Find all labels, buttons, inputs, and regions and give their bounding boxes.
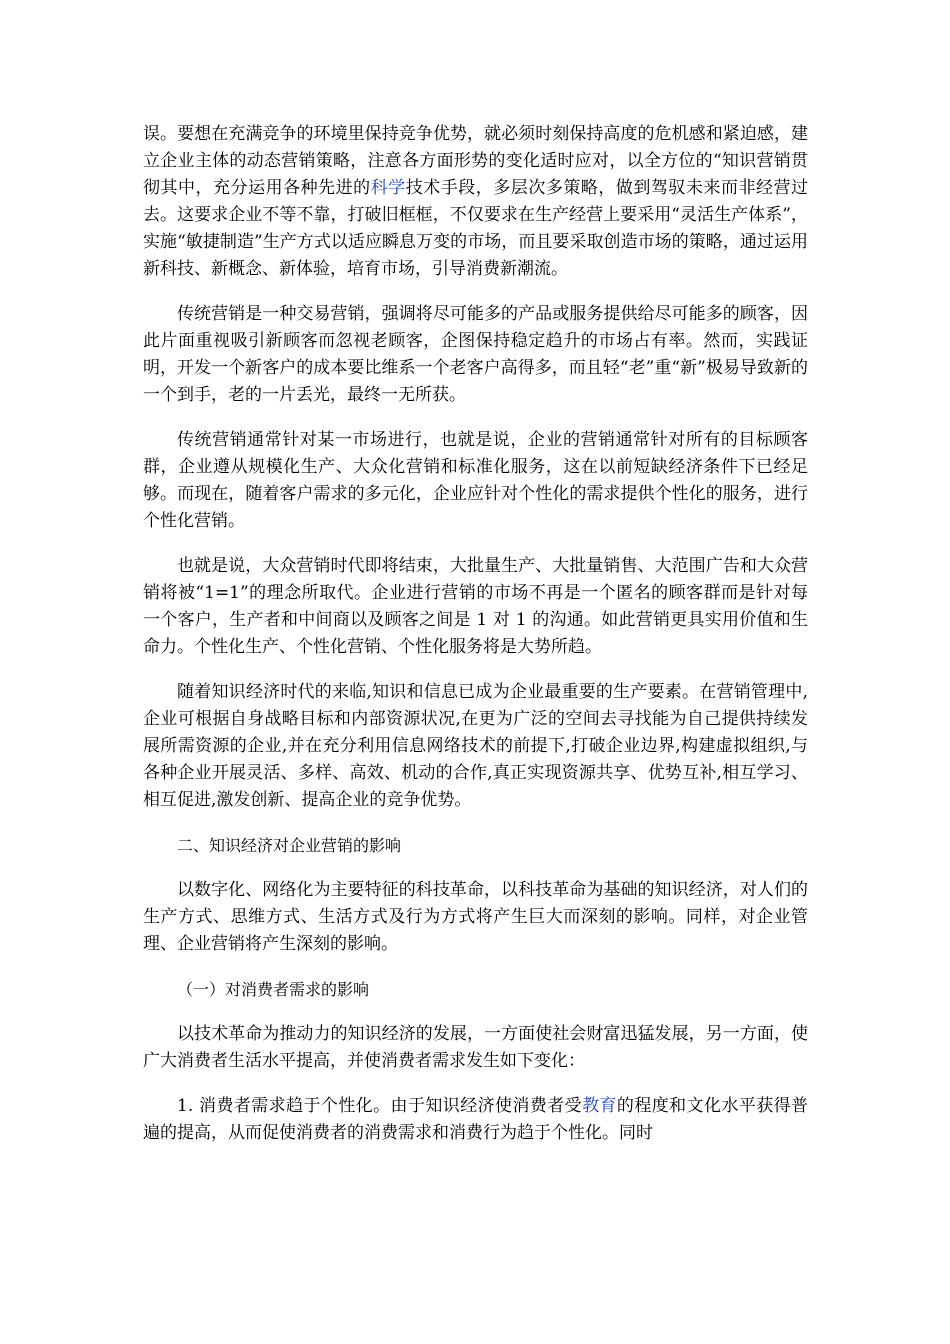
paragraph-tech-revolution: 以数字化、网络化为主要特征的科技革命，以科技革命为基础的知识经济，对人们的生产方式、思维方式、生活方式及行为方式将产生巨大而深刻的影响。同样，对企业管理、企业营销将产生深刻的影响。 [143, 880, 808, 954]
paragraph-text: 技术手段，多层次多策略，做到驾驭未来而非经营过去。这要求企业不等不靠，打破旧框框，不仅要求在生产经营上要采用“灵活生产体系”，实施“敏捷制造”生产方式以适应瞬息万变的市场，而且要采取创造市场的策略，通过运用新科技、新概念、新体验，培育市场，引导消费新潮流。 [143, 178, 809, 279]
paragraph-continuation [143, 121, 808, 283]
paragraph-consumer-change: 以技术革命为推动力的知识经济的发展，一方面使社会财富迅猛发展，另一方面，使广大消费者生活水平提高，并使消费者需求发生如下变化： [143, 1024, 808, 1071]
paragraph-text: 1. 消费者需求趋于个性化。由于知识经济使消费者受 [177, 1096, 583, 1116]
subsection-heading: （一）对消费者需求的影响 [177, 980, 370, 999]
paragraph-knowledge-economy: 随着知识经济时代的来临,知识和信息已成为企业最重要的生产要素。在营销管理中,企业可根据自身战略目标和内部资源状况,在更为广泛的空间去寻找能为自己提供持续发展所需资源的企业,并在充分利用信息网络技术的前提下,打破企业边界,构建虚拟组织,与各种企业开展灵活、多样、高效、机动的合作,真正实现资源共享、优势互补,相互学习、相互促进,激发创新、提高企业的竞争优势。 [143, 682, 808, 810]
paragraph-text: 的程度和文化水平获得普遍的提高，从而促使消费者的消费需求和消费行为趋于个性化。同时 [143, 1096, 809, 1143]
science-link[interactable]: 科学 [370, 178, 406, 198]
paragraph-text: 误。要想在充满竞争的环境里保持竞争优势，就必须时刻保持高度的危机感和紧迫感，建立企业主体的动态营销策略，注意各方面形势的变化适时应对，以全方位的“知识营销贯彻其中，充分运用各种先进的 [143, 124, 808, 198]
education-link[interactable]: 教育 [582, 1096, 617, 1116]
paragraph-traditional-marketing: 传统营销是一种交易营销，强调将尽可能多的产品或服务提供给尽可能多的顾客，因此片面重视吸引新顾客而忽视老顾客，企图保持稳定趋升的市场占有率。然而，实践证明，开发一个新客户的成本要比维系一个老客户高得多，而且轻“老”重“新”极易导致新的一个到手，老的一片丢光，最终一无所获。 [143, 304, 808, 405]
paragraph-personalization [143, 1093, 808, 1147]
document-page [143, 121, 808, 1165]
paragraph-mass-marketing: 也就是说，大众营销时代即将结束，大批量生产、大批量销售、大范围广告和大众营销将被“1=1”的理念所取代。企业进行营销的市场不再是一个匿名的顾客群而是针对每一个客户，生产者和中间商以及顾客之间是 1 对 1 的沟通。如此营销更具实用价值和生命力。个性化生产、个性化营销、个性化服务将是大势所趋。 [143, 556, 808, 657]
section-heading: 二、知识经济对企业营销的影响 [177, 836, 402, 855]
paragraph-target-market: 传统营销通常针对某一市场进行，也就是说，企业的营销通常针对所有的目标顾客群，企业遵从规模化生产、大众化营销和标准化服务，这在以前短缺经济条件下已经足够。而现在，随着客户需求的多元化，企业应针对个性化的需求提供个性化的服务，进行个性化营销。 [143, 430, 808, 531]
